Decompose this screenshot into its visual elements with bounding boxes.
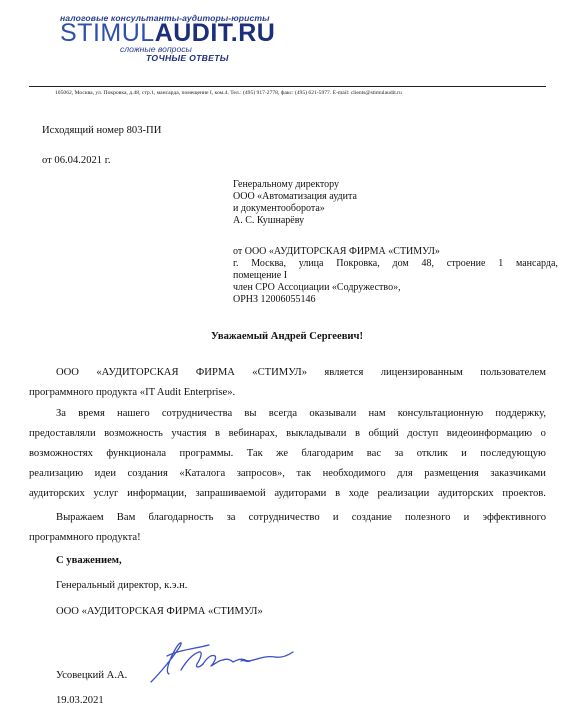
word: «СТИМУЛ» [252, 367, 307, 378]
word: видеоинформацию [446, 428, 533, 439]
word: ООО [56, 367, 79, 378]
text-line [29, 444, 546, 464]
word: «АУДИТОРСКАЯ [96, 367, 179, 378]
word: консультационную [397, 408, 484, 419]
word: программы. [179, 448, 234, 459]
closing: С уважением, [56, 555, 122, 566]
word: лицензированным [380, 367, 463, 378]
text-line [29, 363, 546, 383]
word: участия [171, 428, 207, 439]
addressee-line: и документооборота» [233, 203, 325, 214]
signer-organization: ООО «АУДИТОРСКАЯ ФИРМА «СТИМУЛ» [56, 606, 263, 617]
word: За [56, 408, 67, 419]
logo-tagline-mid: сложные вопросы [120, 44, 192, 54]
word: и [332, 512, 339, 523]
word: дом [392, 258, 409, 269]
word: о [540, 428, 546, 439]
word: реализации [377, 488, 430, 499]
header-divider [29, 86, 546, 87]
word: функционала [106, 448, 167, 459]
text-line: программного продукта! [29, 532, 141, 543]
signer-name: Усовецкий А.А. [56, 670, 128, 681]
word: аудиторских [437, 488, 494, 499]
word: запросов», [236, 468, 285, 479]
word: эффективного [482, 512, 546, 523]
word: вебинарах, [228, 428, 278, 439]
word: создания [127, 468, 168, 479]
word: пользователем [480, 367, 546, 378]
word: благодарность [148, 512, 214, 523]
word: Так [246, 448, 263, 459]
word: аудиторских [29, 488, 85, 499]
word: проектов. [502, 488, 546, 499]
sender-line [233, 258, 558, 270]
word: 48, [421, 258, 434, 269]
logo-wordmark [60, 21, 275, 46]
word: ФИРМА [195, 367, 235, 378]
word: услуг [93, 488, 119, 499]
word: предоставляли [29, 428, 96, 439]
word: создание [351, 512, 392, 523]
signature-image [145, 630, 305, 685]
word: благодарим [301, 448, 354, 459]
addressee-line: ООО «Автоматизация аудита [233, 191, 357, 202]
word: поддержку, [495, 408, 546, 419]
word: Покровка, [336, 258, 380, 269]
word: необходимого [322, 468, 386, 479]
sender-line: ОРНЗ 12006055146 [233, 294, 316, 305]
word: и [463, 512, 470, 523]
word: отклик [416, 448, 448, 459]
logo-tagline-top: налоговые консультанты-аудиторы-юристы [60, 13, 270, 23]
text-line [29, 484, 546, 504]
word: возможностях [29, 448, 93, 459]
paragraph-2 [29, 404, 546, 504]
text-line [29, 508, 546, 528]
word: в [335, 488, 341, 499]
word: 1 [498, 258, 504, 269]
logo-tagline-bottom: ТОЧНЫЕ ОТВЕТЫ [146, 53, 229, 63]
word: ходе [348, 488, 369, 499]
paragraph-1 [29, 363, 546, 403]
word: идеи [94, 468, 116, 479]
word: сотрудничества [161, 408, 233, 419]
sender-line: член СРО Ассоциации «Содружество», [233, 282, 401, 293]
word: запрашиваемой [195, 488, 266, 499]
word: нашего [117, 408, 150, 419]
text-line [29, 424, 546, 444]
word: размещения [424, 468, 479, 479]
word: Вам [116, 512, 136, 523]
word: общий [368, 428, 399, 439]
word: является [324, 367, 364, 378]
addressee-line: Генеральному директору [233, 179, 340, 190]
letter-date: 19.03.2021 [56, 695, 104, 706]
word: последующую [480, 448, 546, 459]
addressee-line: А. С. Кушнарёву [233, 215, 305, 226]
word: в [215, 428, 221, 439]
text-line [29, 404, 546, 424]
word: и [461, 448, 467, 459]
addressee-block [233, 179, 357, 227]
sender-line: от ООО «АУДИТОРСКАЯ ФИРМА «СТИМУЛ» [233, 246, 440, 257]
outgoing-number: Исходящий номер 803-ПИ [42, 125, 162, 136]
word: нам [368, 408, 386, 419]
word: сотрудничество [248, 512, 320, 523]
word: Москва, [251, 258, 286, 269]
sender-line: помещение I [233, 270, 288, 281]
header-address: 105062, Москва, ул. Покровка, д.48, стр.1, мансарда, помещение I, ком.4. Тел.: (495) 917-2778, факс: (495) 621-5977. E-mail: clients@stimulaudit.ru [55, 90, 402, 96]
word: вас [366, 448, 382, 459]
word: аудиторами [274, 488, 327, 499]
word: в [354, 428, 360, 439]
salutation: Уважаемый Андрей Сергеевич! [210, 331, 364, 342]
logo-wordmark-part1: STIMUL [60, 19, 155, 47]
word: за [226, 512, 236, 523]
outgoing-date: от 06.04.2021 г. [42, 155, 111, 166]
word: мансарда, [515, 258, 558, 269]
word: для [397, 468, 413, 479]
word: доступ [407, 428, 439, 439]
word: информации, [127, 488, 187, 499]
word: Выражаем [56, 512, 104, 523]
word: «Каталога [179, 468, 226, 479]
word: полезного [404, 512, 451, 523]
word: реализацию [29, 468, 84, 479]
word: за [394, 448, 404, 459]
signer-title: Генеральный директор, к.э.н. [56, 580, 188, 591]
text-line: программного продукта «IT Audit Enterprise». [29, 387, 236, 398]
word: так [296, 468, 312, 479]
word: выкладывали [286, 428, 347, 439]
logo-wordmark-part2: AUDIT.RU [154, 19, 276, 47]
word: строение [446, 258, 486, 269]
word: время [78, 408, 105, 419]
word: всегда [268, 408, 298, 419]
word: вы [244, 408, 257, 419]
word: возможность [104, 428, 163, 439]
word: г. [233, 258, 239, 269]
paragraph-3 [29, 508, 546, 548]
word: улица [298, 258, 324, 269]
text-line [29, 464, 546, 484]
word: оказывали [309, 408, 357, 419]
word: заказчиками [490, 468, 546, 479]
sender-block [233, 246, 558, 306]
word: же [276, 448, 289, 459]
